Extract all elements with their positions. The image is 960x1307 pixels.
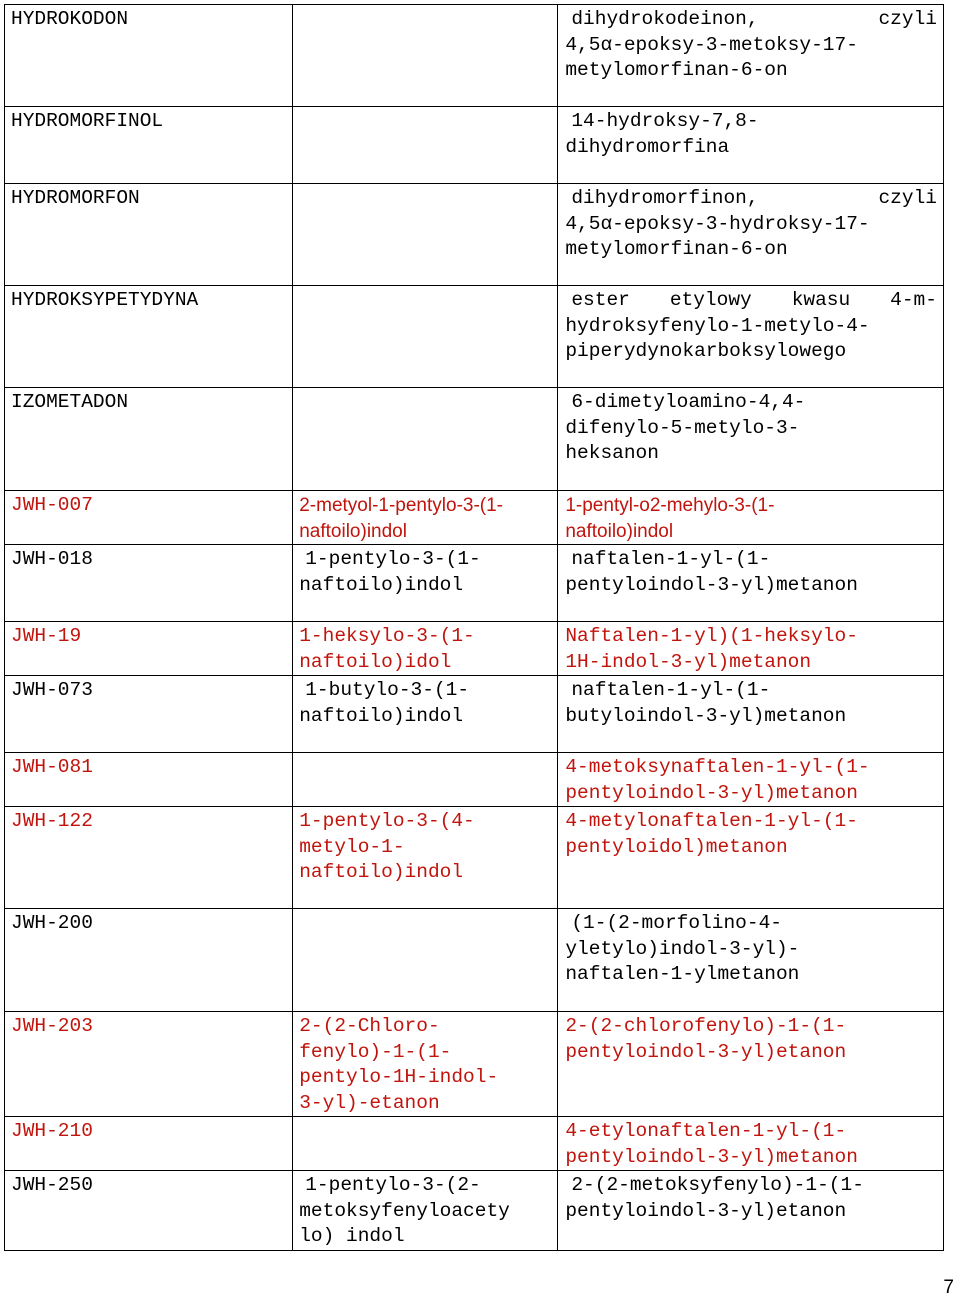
alternate-name-cell [293, 491, 558, 545]
name-line: yletylo)indol-3-yl)- [565, 937, 800, 960]
name-line: metylomorfinan-6-on [565, 238, 788, 260]
table-row [5, 676, 944, 753]
name-line: Naftalen-1-yl)(1-heksylo- [565, 625, 858, 647]
substance-name: JWH-081 [11, 756, 93, 778]
table-row [5, 1012, 944, 1117]
alternate-name-cell [293, 1012, 558, 1117]
alternate-name-cell [293, 676, 558, 753]
name-line: difenylo-5-metylo-3- [565, 416, 800, 439]
chemical-name-cell [558, 1171, 944, 1251]
name-line: 4-metylonaftalen-1-yl-(1- [565, 810, 858, 832]
table-row [5, 807, 944, 909]
name-line: 14-hydroksy-7,8- [571, 110, 759, 132]
name-line: 1-pentylo-3-(1- [305, 548, 481, 570]
name-line: 3-yl)-etanon [299, 1091, 440, 1114]
name-line: naftalen-1-yl-(1- [571, 679, 771, 701]
name-line: 4-etylonaftalen-1-yl-(1- [565, 1120, 847, 1142]
name-line: pentyloindol-3-yl)metanon [565, 1145, 858, 1168]
alternate-name-cell [293, 107, 558, 184]
name-line: 4,5α-epoksy-3-hydroksy-17- [565, 212, 870, 235]
line-word: czyli [878, 187, 937, 209]
substance-name-cell [5, 676, 293, 753]
table-row [5, 5, 944, 107]
table-row [5, 545, 944, 622]
table-row [5, 388, 944, 491]
alternate-name-cell [293, 807, 558, 909]
name-line: pentyloidol)metanon [565, 835, 788, 858]
name-line: naftoilo)idol [299, 650, 452, 673]
substance-name: JWH-203 [11, 1015, 93, 1037]
name-line: hydroksyfenylo-1-metylo-4- [565, 314, 870, 337]
substance-name: HYDROKSYPETYDYNA [11, 289, 199, 311]
substance-name-cell [5, 388, 293, 491]
alternate-name-cell [293, 1117, 558, 1171]
alternate-name-cell [293, 909, 558, 1012]
name-line: metylomorfinan-6-on [565, 59, 788, 81]
substance-name-cell [5, 184, 293, 286]
name-line: metylo-1- [299, 835, 405, 858]
alternate-name-cell [293, 622, 558, 676]
substance-name-cell [5, 1117, 293, 1171]
name-line: piperydynokarboksylowego [565, 340, 847, 362]
table-row [5, 909, 944, 1012]
name-line: 1-butylo-3-(1- [305, 679, 470, 701]
line-word: 4-m- [890, 289, 937, 311]
chemical-name-cell [558, 286, 944, 388]
alternate-name-cell [293, 184, 558, 286]
justified-line [565, 288, 937, 314]
substance-name: JWH-018 [11, 548, 93, 570]
name-line: 2-(2-chlorofenylo)-1-(1- [565, 1015, 847, 1037]
chemical-name-cell [558, 807, 944, 909]
alternate-name-cell [293, 286, 558, 388]
name-line: 1-heksylo-3-(1- [299, 625, 475, 647]
chemical-name-cell [558, 753, 944, 807]
name-line: naftoilo)indol [299, 573, 464, 596]
name-line: 1-pentyl-o2-mehylo-3-(1- [565, 495, 775, 516]
name-line: fenylo)-1-(1- [299, 1040, 452, 1063]
justified-line [565, 7, 937, 33]
chemical-name-cell [558, 622, 944, 676]
table-row [5, 107, 944, 184]
substance-name-cell [5, 1012, 293, 1117]
chemical-name-cell [558, 909, 944, 1012]
line-word: kwasu [791, 289, 851, 311]
name-line: 1-pentylo-3-(4- [299, 810, 475, 832]
substance-name-cell [5, 545, 293, 622]
name-line: metoksyfenyloacety [299, 1199, 510, 1222]
page-number: 7 [943, 1277, 954, 1298]
line-word: czyli [878, 8, 937, 30]
name-line: 4-metoksynaftalen-1-yl-(1- [565, 756, 870, 778]
name-line: pentyloindol-3-yl)etanon [565, 1199, 847, 1222]
substance-name-cell [5, 491, 293, 545]
table-row [5, 753, 944, 807]
substance-name-cell [5, 909, 293, 1012]
name-line: pentyloindol-3-yl)metanon [565, 781, 858, 804]
name-line: 2-(2-Chloro- [299, 1015, 440, 1037]
substance-name-cell [5, 107, 293, 184]
table-body [5, 5, 944, 1251]
substance-name: JWH-210 [11, 1120, 93, 1142]
chemical-name-cell [558, 545, 944, 622]
chemical-name-cell [558, 1012, 944, 1117]
name-line: naftalen-1-ylmetanon [565, 963, 800, 985]
chemical-name-cell [558, 184, 944, 286]
chemical-name-cell [558, 5, 944, 107]
name-line: heksanon [565, 442, 659, 464]
substance-name-cell [5, 5, 293, 107]
line-word: etylowy [669, 289, 752, 311]
name-line: 2-(2-metoksyfenylo)-1-(1- [571, 1174, 864, 1196]
alternate-name-cell [293, 753, 558, 807]
name-line: naftoilo)indol [299, 520, 407, 542]
alternate-name-cell [293, 545, 558, 622]
substance-name: HYDROMORFINOL [11, 110, 164, 132]
substance-name-cell [5, 622, 293, 676]
substance-name-cell [5, 753, 293, 807]
table-row [5, 622, 944, 676]
table-row [5, 491, 944, 545]
substance-name: HYDROKODON [11, 8, 129, 30]
name-line: naftoilo)indol [299, 704, 464, 727]
name-line: naftoilo)indol [299, 861, 464, 883]
justified-line [565, 186, 937, 212]
alternate-name-cell [293, 388, 558, 491]
table-row [5, 1117, 944, 1171]
chemical-name-cell [558, 1117, 944, 1171]
name-line: dihydromorfina [565, 135, 730, 158]
alternate-name-cell [293, 1171, 558, 1251]
substance-name: HYDROMORFON [11, 187, 140, 209]
chemical-name-cell [558, 388, 944, 491]
name-line: butyloindol-3-yl)metanon [565, 704, 847, 727]
name-line: naftalen-1-yl-(1- [571, 548, 771, 570]
name-line: pentyloindol-3-yl)etanon [565, 1040, 847, 1063]
chemical-name-cell [558, 676, 944, 753]
name-line: pentylo-1H-indol- [299, 1066, 499, 1088]
name-line: pentyloindol-3-yl)metanon [565, 573, 858, 596]
line-word: dihydromorfinon, [571, 187, 759, 209]
substance-name: JWH-200 [11, 912, 93, 934]
substance-name: JWH-250 [11, 1174, 93, 1196]
chemical-name-cell [558, 491, 944, 545]
alternate-name-cell [293, 5, 558, 107]
name-line: 1H-indol-3-yl)metanon [565, 650, 812, 673]
chemical-name-cell [558, 107, 944, 184]
substance-name: JWH-19 [11, 625, 82, 647]
substance-name: JWH-122 [11, 810, 93, 832]
substance-name: JWH-073 [11, 679, 93, 701]
name-line: 4,5α-epoksy-3-metoksy-17- [565, 33, 858, 56]
substance-name-cell [5, 286, 293, 388]
substance-table [4, 4, 944, 1251]
table-row [5, 184, 944, 286]
name-line: 2-metyol-1-pentylo-3-(1- [299, 495, 504, 516]
table-row [5, 286, 944, 388]
name-line: 6-dimetyloamino-4,4- [571, 391, 806, 413]
substance-name: IZOMETADON [11, 391, 129, 413]
name-line: (1-(2-morfolino-4- [571, 912, 782, 934]
line-word: ester [571, 289, 630, 311]
name-line: 1-pentylo-3-(2- [305, 1174, 481, 1196]
line-word: dihydrokodeinon, [571, 8, 759, 30]
substance-name-cell [5, 807, 293, 909]
table-row [5, 1171, 944, 1251]
substance-name-cell [5, 1171, 293, 1251]
name-line: lo) indol [299, 1225, 405, 1247]
name-line: naftoilo)indol [565, 520, 674, 542]
substance-name: JWH-007 [11, 494, 93, 516]
